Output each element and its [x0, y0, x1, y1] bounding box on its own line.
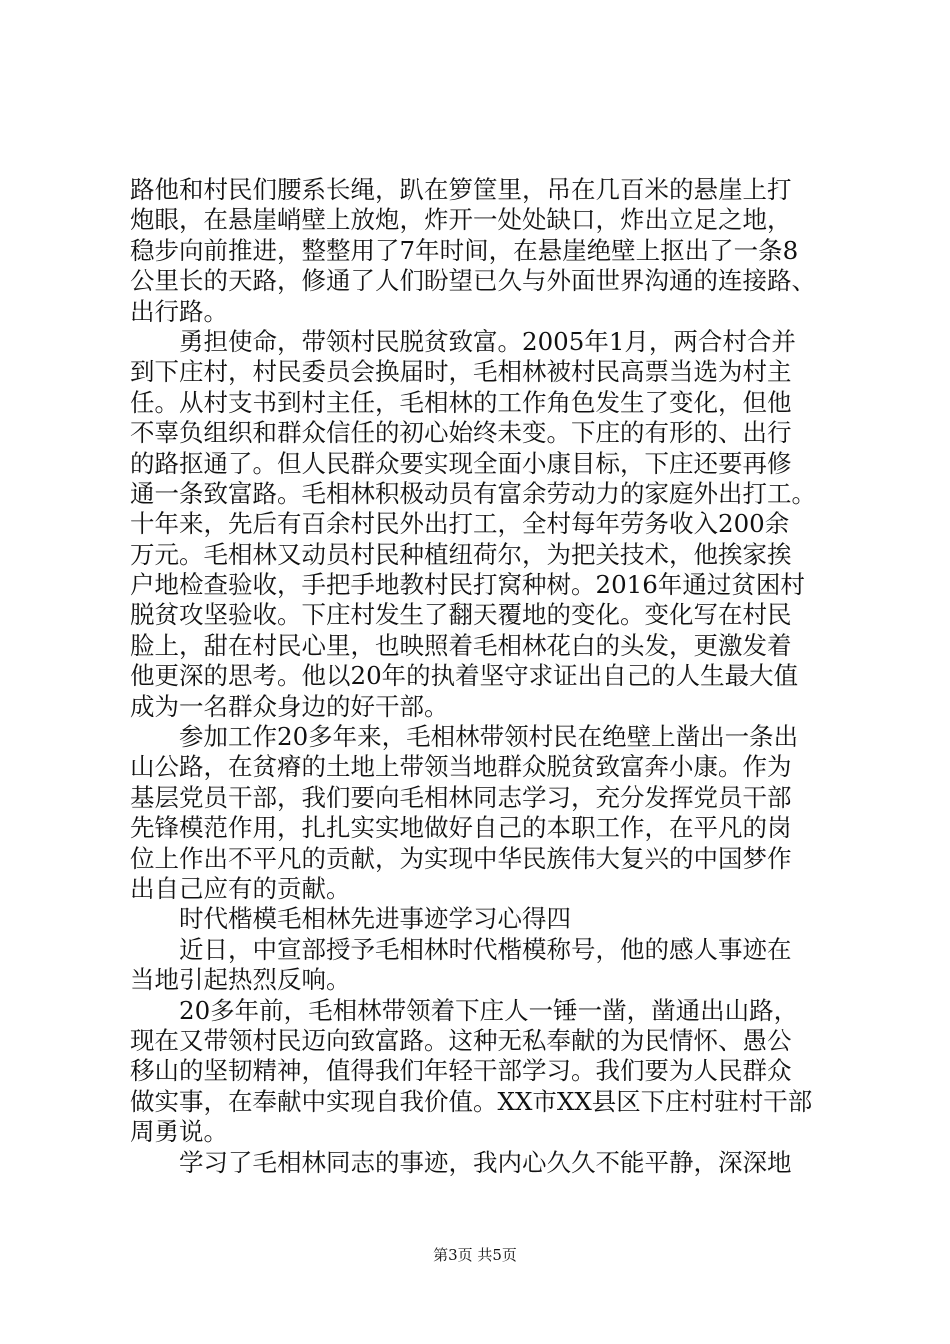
text-line: 参加工作20多年来，毛相林带领村民在绝壁上凿出一条出: [179, 722, 799, 752]
text-line: 他更深的思考。他以20年的执着坚守求证出自己的人生最大值: [130, 661, 799, 691]
text-line: 山公路，在贫瘠的土地上带领当地群众脱贫致富奔小康。作为: [130, 752, 792, 782]
text-line: 成为一名群众身边的好干部。: [130, 691, 449, 721]
text-line: 基层党员干部，我们要向毛相林同志学习，充分发挥党员干部: [130, 782, 792, 812]
text-line: 当地引起热烈反响。: [130, 965, 351, 995]
page-footer: 第3页 共5页: [433, 1246, 517, 1264]
text-line: 现在又带领村民迈向致富路。这种无私奉献的为民情怀、愚公: [130, 1025, 792, 1055]
document-body: [130, 175, 830, 1178]
text-line: 做实事，在奉献中实现自我价值。XX市XX县区下庄村驻村干部: [130, 1086, 813, 1116]
text-line: 稳步向前推进，整整用了7年时间，在悬崖绝壁上抠出了一条8: [130, 235, 799, 265]
text-line: 勇担使命，带领村民脱贫致富。2005年1月，两合村合并: [179, 326, 796, 356]
text-line: 到下庄村，村民委员会换届时，毛相林被村民高票当选为村主: [130, 357, 792, 387]
text-line: 公里长的天路，修通了人们盼望已久与外面世界沟通的连接路、: [130, 266, 816, 296]
text-line: 十年来，先后有百余村民外出打工，全村每年劳务收入200余: [130, 509, 790, 539]
text-line: 出行路。: [130, 296, 228, 326]
text-line: 通一条致富路。毛相林积极动员有富余劳动力的家庭外出打工。: [130, 478, 816, 508]
text-line: 出自己应有的贡献。: [130, 873, 351, 903]
text-line: 周勇说。: [130, 1117, 228, 1147]
text-line: 移山的坚韧精神，值得我们年轻干部学习。我们要为人民群众: [130, 1056, 792, 1086]
text-line: 不辜负组织和群众信任的初心始终未变。下庄的有形的、出行: [130, 418, 792, 448]
text-line: 学习了毛相林同志的事迹，我内心久久不能平静，深深地: [179, 1147, 792, 1177]
text-line: 先锋模范作用，扎扎实实地做好自己的本职工作，在平凡的岗: [130, 813, 792, 843]
text-line: 任。从村支书到村主任，毛相林的工作角色发生了变化，但他: [130, 387, 792, 417]
text-line: 的路抠通了。但人民群众要实现全面小康目标，下庄还要再修: [130, 448, 792, 478]
text-line: 近日，中宣部授予毛相林时代楷模称号，他的感人事迹在: [179, 934, 792, 964]
text-line: 时代楷模毛相林先进事迹学习心得四: [179, 904, 571, 934]
text-line: 炮眼，在悬崖峭壁上放炮，炸开一处处缺口，炸出立足之地，: [130, 205, 792, 235]
text-line: 脱贫攻坚验收。下庄村发生了翻天覆地的变化。变化写在村民: [130, 600, 792, 630]
text-line: 万元。毛相林又动员村民种植纽荷尔，为把关技术，他挨家挨: [130, 539, 792, 569]
text-line: 位上作出不平凡的贡献，为实现中华民族伟大复兴的中国梦作: [130, 843, 792, 873]
text-line: 20多年前，毛相林带领着下庄人一锤一凿，凿通出山路，: [179, 995, 799, 1025]
text-line: 户地检查验收，手把手地教村民打窝种树。2016年通过贫困村: [130, 570, 805, 600]
text-line: 路他和村民们腰系长绳，趴在箩筐里，吊在几百米的悬崖上打: [130, 175, 792, 204]
text-line: 脸上，甜在村民心里，也映照着毛相林花白的头发，更激发着: [130, 630, 792, 660]
